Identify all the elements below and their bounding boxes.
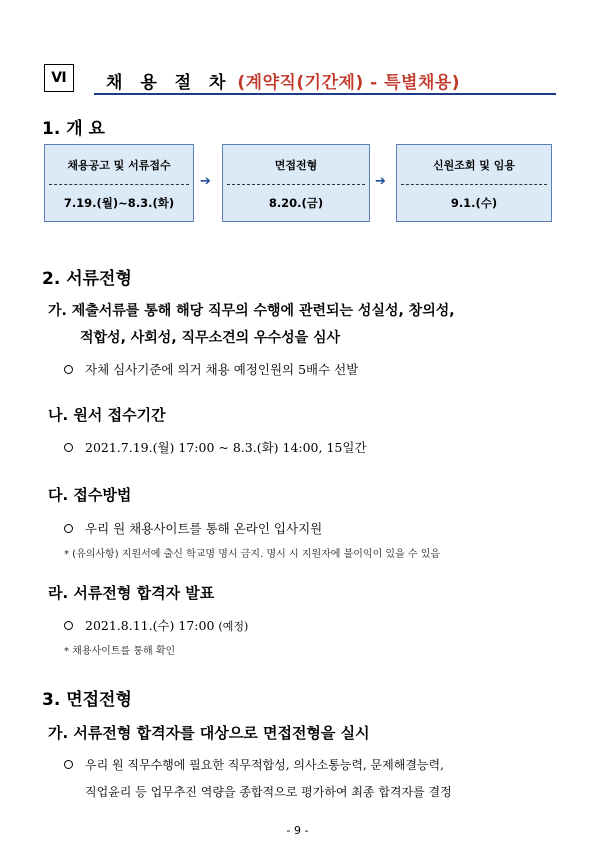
section-2-ra-note: * 채용사이트를 통해 확인 bbox=[64, 646, 176, 657]
circle-bullet-icon bbox=[64, 365, 73, 374]
process-box-3-label: 신원조회 및 임용 bbox=[432, 159, 516, 172]
process-box-3-divider bbox=[401, 184, 547, 185]
section-3-ga-bullet-line2: 직업윤리 등 업무추진 역량을 종합적으로 평가하여 최종 합격자를 결정 bbox=[85, 785, 452, 799]
bullet-text-paren: (예정) bbox=[218, 620, 249, 633]
section-2-ra-bullet bbox=[64, 616, 248, 634]
process-box-2-label: 면접전형 bbox=[274, 159, 318, 172]
bullet-text: 2021.7.19.(월) 17:00 ~ 8.3.(화) 14:00, 15일간 bbox=[85, 440, 367, 455]
section-1-heading: 1. 개 요 bbox=[42, 119, 105, 139]
circle-bullet-icon bbox=[64, 621, 73, 630]
process-box-2-date: 8.20.(금) bbox=[268, 196, 324, 210]
section-3-ga-heading: 가. 서류전형 합격자를 대상으로 면접전형을 실시 bbox=[48, 724, 370, 742]
circle-bullet-icon bbox=[64, 524, 73, 533]
section-2-ga-heading-line1: 가. 제출서류를 통해 해당 직무의 수행에 관련되는 성실성, 창의성, bbox=[48, 303, 455, 319]
section-2-da-note: * (유의사항) 지원서에 출신 학교명 명시 금지. 명시 시 지원자에 불이익이 있을 수 있음 bbox=[64, 549, 441, 560]
chapter-title-main: 채 용 절 차 bbox=[106, 73, 232, 93]
chapter-badge bbox=[44, 64, 74, 92]
bullet-text: 자체 심사기준에 의거 채용 예정인원의 5배수 선발 bbox=[85, 362, 359, 377]
process-box-2 bbox=[222, 144, 370, 222]
process-box-3 bbox=[396, 144, 552, 222]
circle-bullet-icon bbox=[64, 760, 73, 769]
section-2-na-bullet bbox=[64, 438, 367, 456]
arrow-right-icon: ➔ bbox=[375, 174, 386, 189]
section-3-ga-bullet-line1 bbox=[64, 756, 444, 773]
section-2-ra-heading: 라. 서류전형 합격자 발표 bbox=[48, 584, 215, 602]
chapter-title-sub: (계약직(기간제) - 특별채용) bbox=[237, 73, 461, 93]
process-box-1-label: 채용공고 및 서류접수 bbox=[67, 159, 171, 172]
process-box-2-divider bbox=[227, 184, 365, 185]
chapter-title-underline bbox=[94, 93, 556, 95]
section-2-ga-bullet bbox=[64, 360, 358, 378]
process-box-1-date: 7.19.(월)~8.3.(화) bbox=[63, 196, 175, 210]
bullet-text: 우리 원 채용사이트를 통해 온라인 입사지원 bbox=[85, 521, 323, 536]
chapter-title bbox=[106, 68, 460, 93]
page-number: - 9 - bbox=[286, 824, 309, 837]
section-2-heading: 2. 서류전형 bbox=[42, 269, 132, 289]
process-box-3-date: 9.1.(수) bbox=[450, 196, 498, 210]
section-2-da-bullet bbox=[64, 519, 322, 537]
chapter-badge-label: Ⅵ bbox=[51, 70, 67, 86]
circle-bullet-icon bbox=[64, 443, 73, 452]
process-box-1 bbox=[44, 144, 194, 222]
process-box-1-divider bbox=[49, 184, 189, 185]
section-3-heading: 3. 면접전형 bbox=[42, 690, 132, 710]
section-2-na-heading: 나. 원서 접수기간 bbox=[48, 406, 166, 424]
arrow-right-icon: ➔ bbox=[200, 174, 211, 189]
section-2-da-heading: 다. 접수방법 bbox=[48, 486, 132, 504]
section-2-ga-heading-line2: 적합성, 사회성, 직무소견의 우수성을 심사 bbox=[80, 330, 341, 346]
bullet-text: 우리 원 직무수행에 필요한 직무적합성, 의사소통능력, 문제해결능력, bbox=[85, 758, 444, 772]
bullet-text: 2021.8.11.(수) 17:00 bbox=[85, 618, 215, 633]
